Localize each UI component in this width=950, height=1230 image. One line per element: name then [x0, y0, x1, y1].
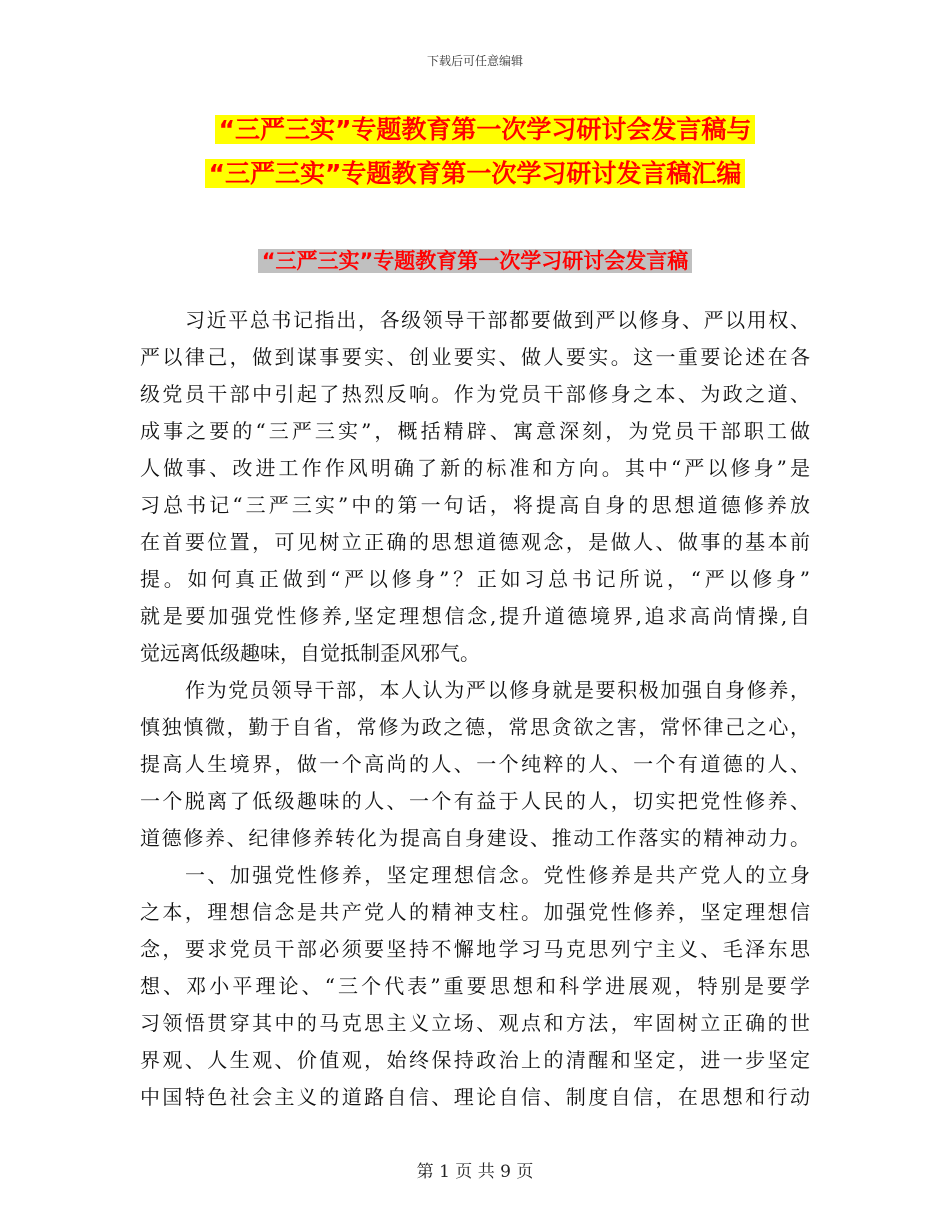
paragraph-line: 提。如何真正做到“严以修身”？正如习总书记所说，“严以修身”	[140, 567, 810, 591]
paragraph-line: 界观、人生观、价值观，始终保持政治上的清醒和坚定，进一步坚定	[140, 1048, 810, 1072]
body-text	[140, 302, 810, 1116]
paragraph-line: 觉远离低级趣味，自觉抵制歪风邪气。	[140, 641, 480, 665]
paragraph-line: 在首要位置，可见树立正确的思想道德观念，是做人、做事的基本前	[140, 530, 810, 554]
paragraph-line: 之本，理想信念是共产党人的精神支柱。加强党性修养，坚定理想信	[140, 900, 810, 924]
paragraph-line: 就是要加强党性修养,坚定理想信念,提升道德境界,追求高尚情操,自	[140, 604, 810, 628]
paragraph-line: 严以律己，做到谋事要实、创业要实、做人要实。这一重要论述在各	[140, 345, 810, 369]
paragraph-line: 一个脱离了低级趣味的人、一个有益于人民的人，切实把党性修养、	[140, 789, 810, 813]
paragraph-line: 慎独慎微，勤于自省，常修为政之德，常思贪欲之害，常怀律己之心，	[140, 715, 810, 739]
main-title-line1	[0, 111, 950, 149]
paragraph-line: 习总书记“三严三实”中的第一句话，将提高自身的思想道德修养放	[140, 493, 810, 517]
page-footer: 第 1 页 共 9 页	[416, 1162, 534, 1182]
header-note: 下载后可任意编辑	[426, 54, 523, 68]
paragraph-line: 级党员干部中引起了热烈反响。作为党员干部修身之本、为政之道、	[140, 382, 810, 406]
paragraph-line: 提高人生境界，做一个高尚的人、一个纯粹的人、一个有道德的人、	[140, 752, 810, 776]
paragraph-line: 道德修养、纪律修养转化为提高自身建设、推动工作落实的精神动力。	[140, 826, 810, 850]
paragraph-line: 人做事、改进工作作风明确了新的标准和方向。其中“严以修身”是	[140, 456, 810, 480]
paragraph-line: 想、邓小平理论、“三个代表”重要思想和科学进展观，特别是要学	[140, 974, 810, 998]
main-title-line2-text: “三严三实”专题教育第一次学习研讨发言稿汇编	[205, 159, 746, 188]
paragraph-line: 中国特色社会主义的道路自信、理论自信、制度自信，在思想和行动	[140, 1085, 810, 1109]
paragraph-line: 习近平总书记指出，各级领导干部都要做到严以修身、严以用权、	[185, 308, 810, 332]
section-title	[0, 244, 950, 278]
main-title-line1-text: “三严三实”专题教育第一次学习研讨会发言稿与	[215, 115, 756, 144]
paragraph-line: 一、加强党性修养，坚定理想信念。党性修养是共产党人的立身	[185, 863, 810, 887]
paragraph-line: 念，要求党员干部必须要坚持不懈地学习马克思列宁主义、毛泽东思	[140, 937, 810, 961]
main-title-line2	[0, 155, 950, 193]
paragraph-line: 作为党员领导干部，本人认为严以修身就是要积极加强自身修养，	[185, 678, 810, 702]
paragraph-line: 成事之要的“三严三实”，概括精辟、寓意深刻，为党员干部职工做	[140, 419, 810, 443]
section-title-text: “三严三实”专题教育第一次学习研讨会发言稿	[258, 249, 693, 273]
paragraph-line: 习领悟贯穿其中的马克思主义立场、观点和方法，牢固树立正确的世	[140, 1011, 810, 1035]
